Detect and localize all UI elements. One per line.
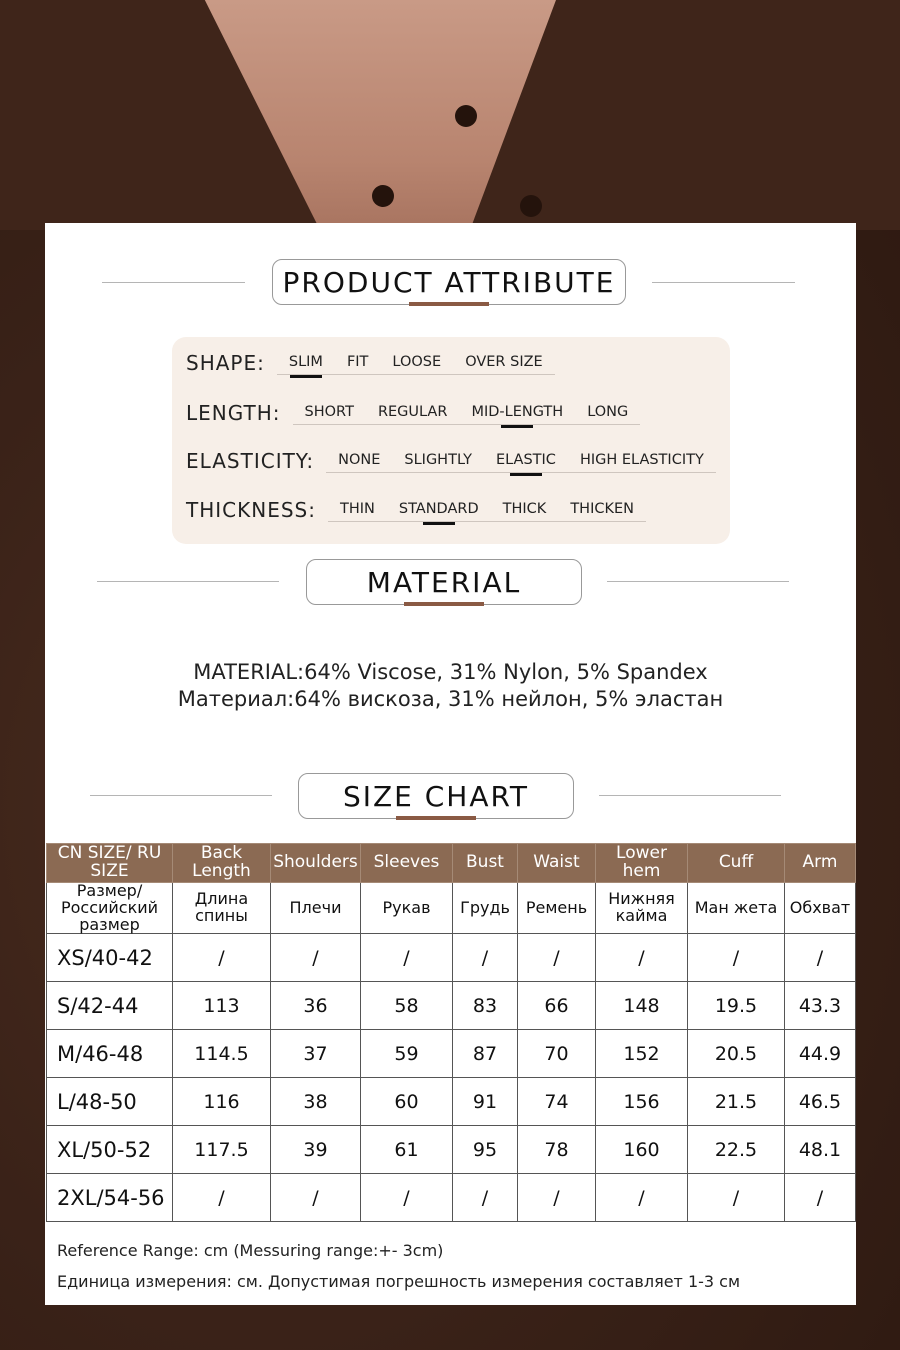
divider-line bbox=[652, 282, 795, 283]
info-panel bbox=[45, 223, 856, 1305]
column-header-ru: Обхват bbox=[785, 883, 856, 934]
attribute-label: THICKNESS: bbox=[186, 498, 316, 522]
table-cell-size: L/48-50 bbox=[47, 1078, 173, 1126]
attribute-row-thickness bbox=[186, 498, 646, 522]
attribute-option: NONE bbox=[338, 452, 381, 468]
column-header: Cuff bbox=[688, 844, 785, 883]
attribute-option: HIGH ELASTICITY bbox=[579, 452, 704, 468]
table-cell: 48.1 bbox=[785, 1126, 856, 1174]
table-cell: 91 bbox=[453, 1078, 518, 1126]
title-underline bbox=[409, 302, 489, 306]
attribute-option: REGULAR bbox=[377, 404, 448, 420]
column-header-ru: Рукав bbox=[361, 883, 453, 934]
attribute-label: ELASTICITY: bbox=[186, 449, 315, 473]
table-cell: 160 bbox=[596, 1126, 688, 1174]
table-cell-size: XS/40-42 bbox=[47, 934, 173, 982]
table-header-row bbox=[47, 844, 856, 883]
table-cell: 74 bbox=[518, 1078, 596, 1126]
divider-line bbox=[599, 795, 781, 796]
attribute-option: LONG bbox=[587, 404, 629, 420]
table-cell: 60 bbox=[361, 1078, 453, 1126]
material-title bbox=[306, 559, 582, 605]
column-header-ru: Плечи bbox=[271, 883, 361, 934]
table-cell: 19.5 bbox=[688, 982, 785, 1030]
reference-range-note: Reference Range: cm (Messuring range:+- 3cm) bbox=[57, 1241, 444, 1260]
table-cell: / bbox=[518, 934, 596, 982]
table-cell: / bbox=[596, 1174, 688, 1222]
table-cell: 78 bbox=[518, 1126, 596, 1174]
table-cell-size: S/42-44 bbox=[47, 982, 173, 1030]
table-cell: / bbox=[271, 934, 361, 982]
attribute-option: THIN bbox=[339, 501, 375, 517]
table-cell: 21.5 bbox=[688, 1078, 785, 1126]
table-cell: 59 bbox=[361, 1030, 453, 1078]
attribute-option-selected: MID-LENGTH bbox=[471, 404, 564, 420]
column-header: Lower hem bbox=[596, 844, 688, 883]
table-cell: 83 bbox=[453, 982, 518, 1030]
table-cell: 148 bbox=[596, 982, 688, 1030]
material-text-en: MATERIAL:64% Viscose, 31% Nylon, 5% Spandex bbox=[193, 660, 708, 684]
attribute-option: SLIGHTLY bbox=[404, 452, 472, 468]
attribute-option-selected: STANDARD bbox=[398, 501, 479, 517]
table-cell: / bbox=[518, 1174, 596, 1222]
column-header: Arm bbox=[785, 844, 856, 883]
table-row bbox=[47, 1078, 856, 1126]
column-header-ru: Размер/ Российский размер bbox=[47, 883, 173, 934]
attribute-option: THICKEN bbox=[570, 501, 634, 517]
shirt-button bbox=[455, 105, 477, 127]
table-cell: 116 bbox=[173, 1078, 271, 1126]
attribute-option-selected: SLIM bbox=[288, 354, 323, 370]
shirt-button bbox=[372, 185, 394, 207]
divider-line bbox=[607, 581, 789, 582]
attribute-row-length bbox=[186, 401, 640, 425]
table-cell: / bbox=[453, 934, 518, 982]
table-cell: 156 bbox=[596, 1078, 688, 1126]
attribute-option: THICK bbox=[502, 501, 547, 517]
table-cell: / bbox=[173, 1174, 271, 1222]
table-cell: 44.9 bbox=[785, 1030, 856, 1078]
table-cell: 152 bbox=[596, 1030, 688, 1078]
column-header: Shoulders bbox=[271, 844, 361, 883]
table-cell-size: XL/50-52 bbox=[47, 1126, 173, 1174]
size-chart-title bbox=[298, 773, 574, 819]
attribute-option-selected: ELASTIC bbox=[495, 452, 556, 468]
table-cell: 117.5 bbox=[173, 1126, 271, 1174]
table-cell: / bbox=[361, 934, 453, 982]
table-cell: / bbox=[361, 1174, 453, 1222]
attribute-row-elasticity bbox=[186, 449, 716, 473]
table-cell: 70 bbox=[518, 1030, 596, 1078]
table-cell: / bbox=[596, 934, 688, 982]
table-cell: 20.5 bbox=[688, 1030, 785, 1078]
table-cell: 61 bbox=[361, 1126, 453, 1174]
column-header: CN SIZE/ RU SIZE bbox=[47, 844, 173, 883]
table-cell-size: 2XL/54-56 bbox=[47, 1174, 173, 1222]
table-cell: 87 bbox=[453, 1030, 518, 1078]
material-title-text: MATERIAL bbox=[366, 565, 522, 599]
column-header: Sleeves bbox=[361, 844, 453, 883]
table-row bbox=[47, 1030, 856, 1078]
table-cell: / bbox=[785, 1174, 856, 1222]
attribute-label: LENGTH: bbox=[186, 401, 281, 425]
table-row bbox=[47, 1174, 856, 1222]
title-underline bbox=[404, 602, 484, 606]
table-row bbox=[47, 934, 856, 982]
column-header-ru: Ман жета bbox=[688, 883, 785, 934]
size-chart-title-text: SIZE CHART bbox=[342, 779, 530, 813]
table-cell: / bbox=[173, 934, 271, 982]
table-cell: 95 bbox=[453, 1126, 518, 1174]
reference-range-note-ru: Единица измерения: см. Допустимая погрешность измерения составляет 1-3 см bbox=[57, 1272, 741, 1291]
divider-line bbox=[90, 795, 272, 796]
attribute-row-shape bbox=[186, 351, 555, 375]
shirt-button bbox=[520, 195, 542, 217]
table-cell: 58 bbox=[361, 982, 453, 1030]
table-cell: 22.5 bbox=[688, 1126, 785, 1174]
column-header: Back Length bbox=[173, 844, 271, 883]
table-cell: 37 bbox=[271, 1030, 361, 1078]
column-header-ru: Нижняя кайма bbox=[596, 883, 688, 934]
column-header-ru: Ремень bbox=[518, 883, 596, 934]
divider-line bbox=[102, 282, 245, 283]
table-cell: / bbox=[785, 934, 856, 982]
table-cell: / bbox=[688, 934, 785, 982]
attribute-option: LOOSE bbox=[392, 354, 442, 370]
column-header: Bust bbox=[453, 844, 518, 883]
table-cell-size: M/46-48 bbox=[47, 1030, 173, 1078]
table-cell: / bbox=[271, 1174, 361, 1222]
table-cell: 36 bbox=[271, 982, 361, 1030]
size-chart-table bbox=[46, 843, 856, 1222]
attribute-option: SHORT bbox=[304, 404, 354, 420]
material-text-ru: Материал:64% вискоза, 31% нейлон, 5% эластан bbox=[177, 687, 724, 711]
product-attribute-title-text: PRODUCT ATTRIBUTE bbox=[282, 265, 616, 299]
divider-line bbox=[97, 581, 279, 582]
attribute-box bbox=[172, 337, 730, 544]
table-row bbox=[47, 1126, 856, 1174]
table-cell: 38 bbox=[271, 1078, 361, 1126]
column-header-ru: Длина спины bbox=[173, 883, 271, 934]
column-header: Waist bbox=[518, 844, 596, 883]
attribute-option: OVER SIZE bbox=[465, 354, 543, 370]
table-cell: 114.5 bbox=[173, 1030, 271, 1078]
table-cell: 43.3 bbox=[785, 982, 856, 1030]
attribute-label: SHAPE: bbox=[186, 351, 265, 375]
product-attribute-title bbox=[272, 259, 626, 305]
table-cell: 39 bbox=[271, 1126, 361, 1174]
table-row bbox=[47, 982, 856, 1030]
table-cell: 113 bbox=[173, 982, 271, 1030]
attribute-option: FIT bbox=[346, 354, 369, 370]
title-underline bbox=[396, 816, 476, 820]
table-cell: / bbox=[688, 1174, 785, 1222]
column-header-ru: Грудь bbox=[453, 883, 518, 934]
table-cell: 66 bbox=[518, 982, 596, 1030]
table-header-ru-row bbox=[47, 883, 856, 934]
table-cell: / bbox=[453, 1174, 518, 1222]
table-cell: 46.5 bbox=[785, 1078, 856, 1126]
